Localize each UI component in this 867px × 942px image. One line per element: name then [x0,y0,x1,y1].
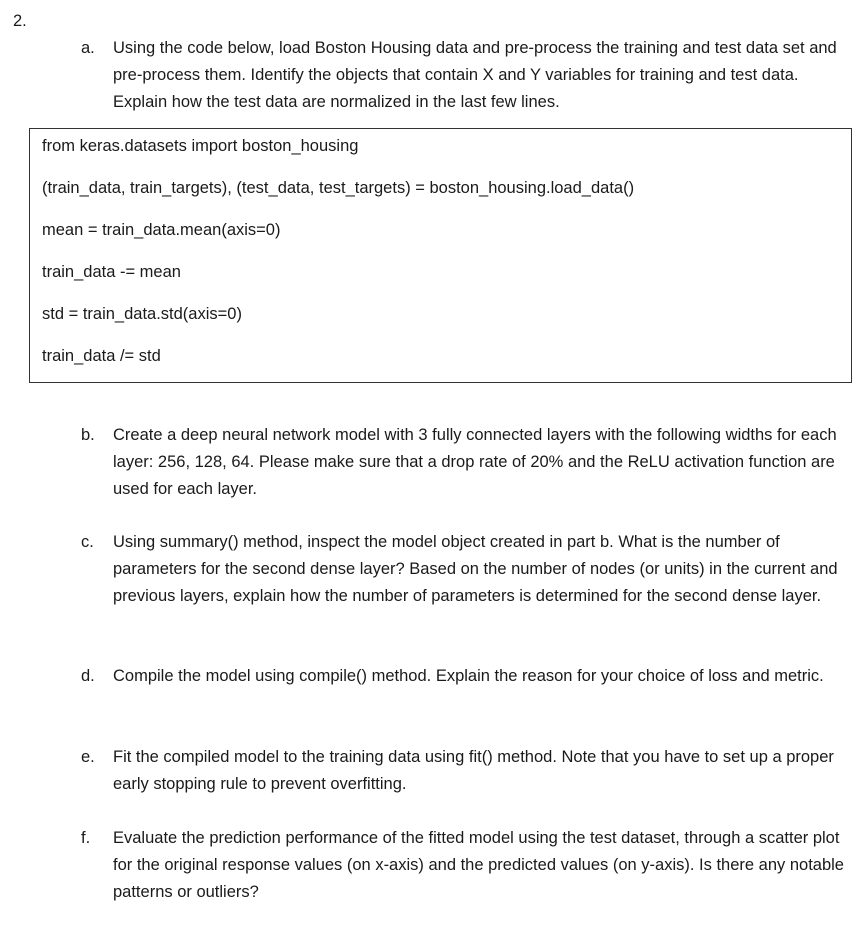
part-b-text: Create a deep neural network model with 3 fully connected layers with the following widths for each layer: 256, 128, 64. Please make sure that a drop rate of 20% and the ReLU activation function are used for each layer. [113,426,837,498]
part-b [81,422,851,503]
part-a-text: Using the code below, load Boston Housing data and pre-process the training and test data set and pre-process them. Identify the objects that contain X and Y variables for training and test data. Explain how the test data are normalized in the last few lines. [113,39,837,111]
part-f [81,825,851,906]
part-d-letter: d. [81,667,95,685]
part-e-letter: e. [81,748,95,766]
part-c [81,529,851,610]
question-number: 2. [13,12,27,30]
part-c-letter: c. [81,533,94,551]
code-line-6: train_data /= std [42,347,161,365]
code-line-3: mean = train_data.mean(axis=0) [42,221,281,239]
code-line-2: (train_data, train_targets), (test_data, test_targets) = boston_housing.load_data() [42,179,635,197]
part-a [81,35,851,116]
code-block [29,128,852,383]
part-d [81,663,851,690]
part-f-letter: f. [81,829,91,847]
part-f-text: Evaluate the prediction performance of the fitted model using the test dataset, through a scatter plot for the original response values (on x-axis) and the predicted values (on y-axis). Is there any notable patterns or outliers? [113,829,844,901]
part-d-text: Compile the model using compile() method. Explain the reason for your choice of loss and metric. [113,667,824,685]
code-line-1: from keras.datasets import boston_housing [42,137,359,155]
code-line-4: train_data -= mean [42,263,181,281]
part-e [81,744,851,798]
part-a-letter: a. [81,39,95,57]
part-e-text: Fit the compiled model to the training data using fit() method. Note that you have to set up a proper early stopping rule to prevent overfitting. [113,748,834,793]
part-c-text: Using summary() method, inspect the model object created in part b. What is the number of parameters for the second dense layer? Based on the number of nodes (or units) in the current and previous layers, explain how the number of parameters is determined for the second dense layer. [113,533,838,605]
part-b-letter: b. [81,426,95,444]
code-line-5: std = train_data.std(axis=0) [42,305,242,323]
